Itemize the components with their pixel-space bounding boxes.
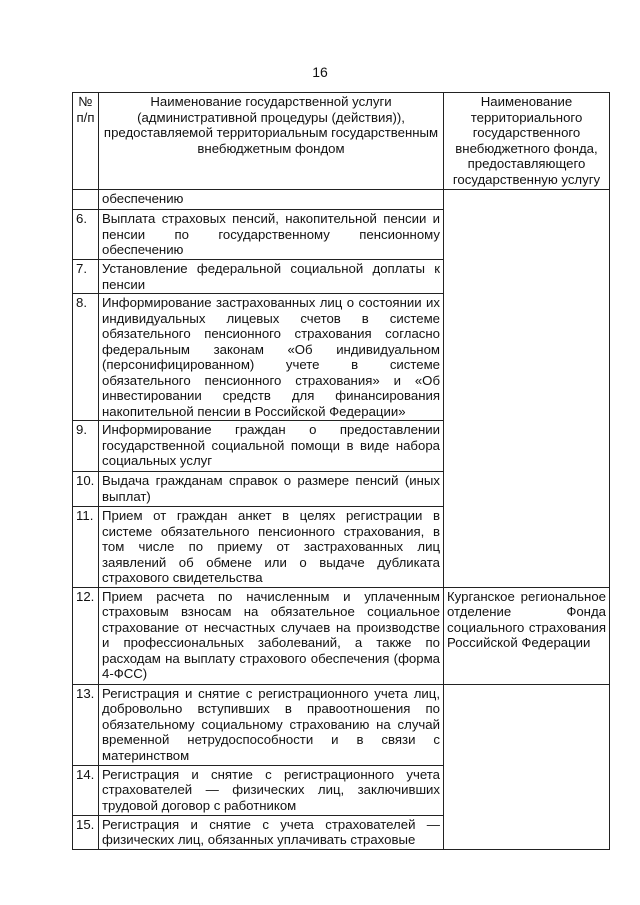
fund-name: Курганское региональное отделение Фонда социального страхования Российской Федерации xyxy=(444,587,610,684)
row-service: Регистрация и снятие с регистрационного учета лиц, добровольно вступивших в правоотношения по обязательному социальному страхованию на случай временной нетрудоспособности и в связи с материнством xyxy=(99,684,444,765)
table-header-row xyxy=(73,93,610,190)
page-number: 16 xyxy=(312,64,328,80)
row-service: Выдача гражданам справок о размере пенсий (иных выплат) xyxy=(99,472,444,507)
header-fund: Наименование территориального государственного внебюджетного фонда, предоставляющего государственную услугу xyxy=(444,93,610,190)
row-service: Установление федеральной социальной доплаты к пенсии xyxy=(99,260,444,294)
row-service: Информирование граждан о предоставлении государственной социальной помощи в виде набора социальных услуг xyxy=(99,421,444,472)
row-service: Регистрация и снятие с регистрационного учета страхователей — физических лиц, заключивших трудовой договор с работником xyxy=(99,765,444,815)
row-service: обеспечению xyxy=(99,190,444,210)
row-num: 14. xyxy=(73,765,99,815)
row-num: 6. xyxy=(73,210,99,260)
row-num: 13. xyxy=(73,684,99,765)
header-service: Наименование государственной услуги (административной процедуры (действия)), предоставляемой территориальным государственным внебюджетным фондом xyxy=(99,93,444,190)
row-num: 15. xyxy=(73,815,99,849)
fund-cell-empty xyxy=(444,190,610,588)
services-table xyxy=(72,92,610,850)
row-num: 12. xyxy=(73,587,99,684)
row-service: Информирование застрахованных лиц о состоянии их индивидуальных лицевых счетов в системе обязательного пенсионного страхования согласно федеральным законам «Об индивидуальном (персонифицированном) учете в системе обязательного пенсионного страхования» и «Об инвестировании средств для финансирования накопительной пенсии в Российской Федерации» xyxy=(99,294,444,421)
row-num: 9. xyxy=(73,421,99,472)
row-num: 10. xyxy=(73,472,99,507)
row-service: Выплата страховых пенсий, накопительной пенсии и пенсии по государственному пенсионному обеспечению xyxy=(99,210,444,260)
table-row xyxy=(73,190,610,210)
row-service: Прием расчета по начисленным и уплаченным страховым взносам на обязательное социальное страхование от несчастных случаев на производстве и профессиональных заболеваний, а также по расходам на выплату страхового обеспечения (форма 4-ФСС) xyxy=(99,587,444,684)
row-num: 8. xyxy=(73,294,99,421)
row-num: 7. xyxy=(73,260,99,294)
table-row xyxy=(73,684,610,765)
row-num xyxy=(73,190,99,210)
row-service: Регистрация и снятие с учета страхователей — физических лиц, обязанных уплачивать страховые xyxy=(99,815,444,849)
row-service: Прием от граждан анкет в целях регистрации в системе обязательного пенсионного страхования, в том числе по приему от застрахованных лиц заявлений об обмене или о выдаче дубликата страхового свидетельства xyxy=(99,507,444,588)
table-row xyxy=(73,587,610,684)
header-num: № п/п xyxy=(73,93,99,190)
fund-cell-continuation xyxy=(444,684,610,849)
row-num: 11. xyxy=(73,507,99,588)
